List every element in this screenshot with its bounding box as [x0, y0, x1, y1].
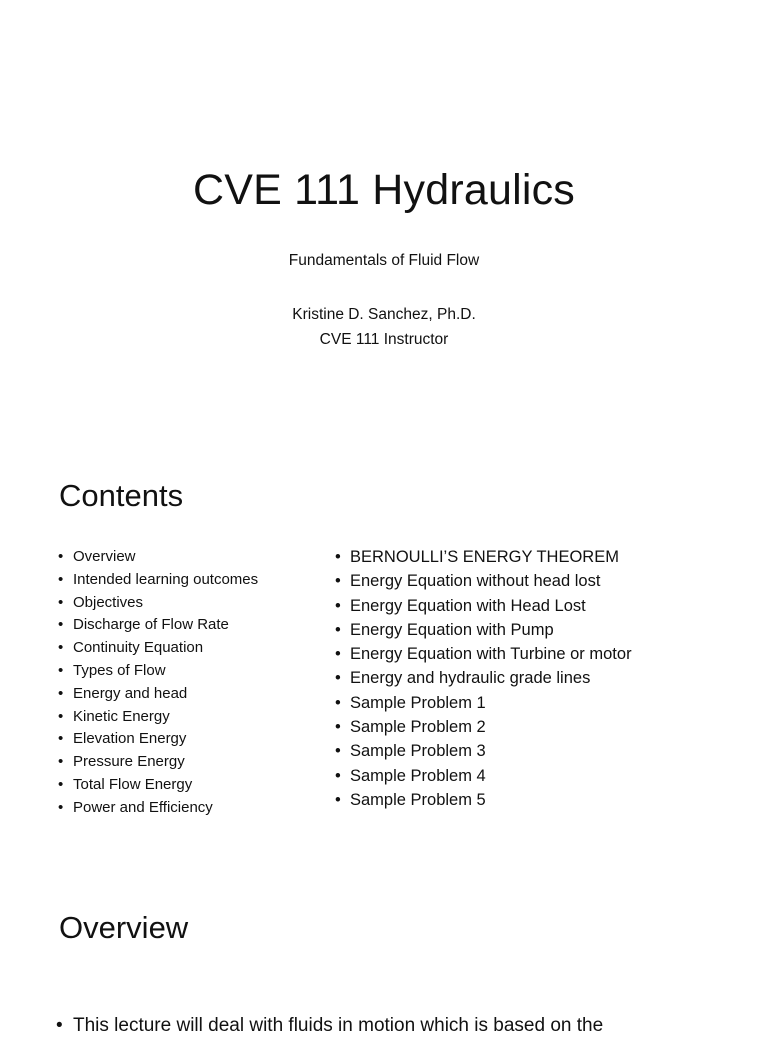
- contents-left-list: [73, 546, 258, 820]
- contents-slide: [0, 430, 768, 860]
- presentation-title: CVE 111 Hydraulics: [193, 166, 575, 214]
- overview-slide: [0, 860, 768, 1036]
- list-item: • Intended learning outcomes: [73, 569, 258, 592]
- presentation-subtitle: Fundamentals of Fluid Flow: [288, 252, 480, 269]
- list-item: • Total Flow Energy: [73, 774, 258, 797]
- list-item: • Sample Problem 4: [350, 764, 632, 788]
- list-item: • Sample Problem 2: [350, 715, 632, 739]
- list-item: • BERNOULLI’S ENERGY THEOREM: [350, 545, 632, 569]
- title-slide: [0, 0, 768, 430]
- list-item: • Power and Efficiency: [73, 797, 258, 820]
- overview-heading: Overview: [59, 910, 189, 945]
- list-item: • Kinetic Energy: [73, 706, 258, 729]
- list-item: • Energy and hydraulic grade lines: [350, 666, 632, 690]
- list-item: • Energy Equation with Turbine or motor: [350, 642, 632, 666]
- list-item: • Energy Equation with Pump: [350, 618, 632, 642]
- overview-first-bullet: • This lecture will deal with fluids in motion which is based on the: [73, 1015, 603, 1037]
- list-item: • Objectives: [73, 592, 258, 615]
- list-item: • Energy and head: [73, 683, 258, 706]
- contents-right-list: [350, 545, 632, 812]
- list-item: • Pressure Energy: [73, 751, 258, 774]
- author-role: CVE 111 Instructor: [319, 331, 449, 348]
- author-name: Kristine D. Sanchez, Ph.D.: [292, 306, 476, 323]
- list-item: • Energy Equation without head lost: [350, 569, 632, 593]
- list-item: • Discharge of Flow Rate: [73, 614, 258, 637]
- list-item: • Energy Equation with Head Lost: [350, 594, 632, 618]
- list-item: • Continuity Equation: [73, 637, 258, 660]
- list-item: • Types of Flow: [73, 660, 258, 683]
- list-item: • Elevation Energy: [73, 728, 258, 751]
- list-item: • Sample Problem 3: [350, 739, 632, 763]
- list-item: • Overview: [73, 546, 258, 569]
- author-block: [0, 302, 768, 352]
- list-item: • Sample Problem 1: [350, 691, 632, 715]
- list-item: • Sample Problem 5: [350, 788, 632, 812]
- contents-heading: Contents: [59, 478, 184, 513]
